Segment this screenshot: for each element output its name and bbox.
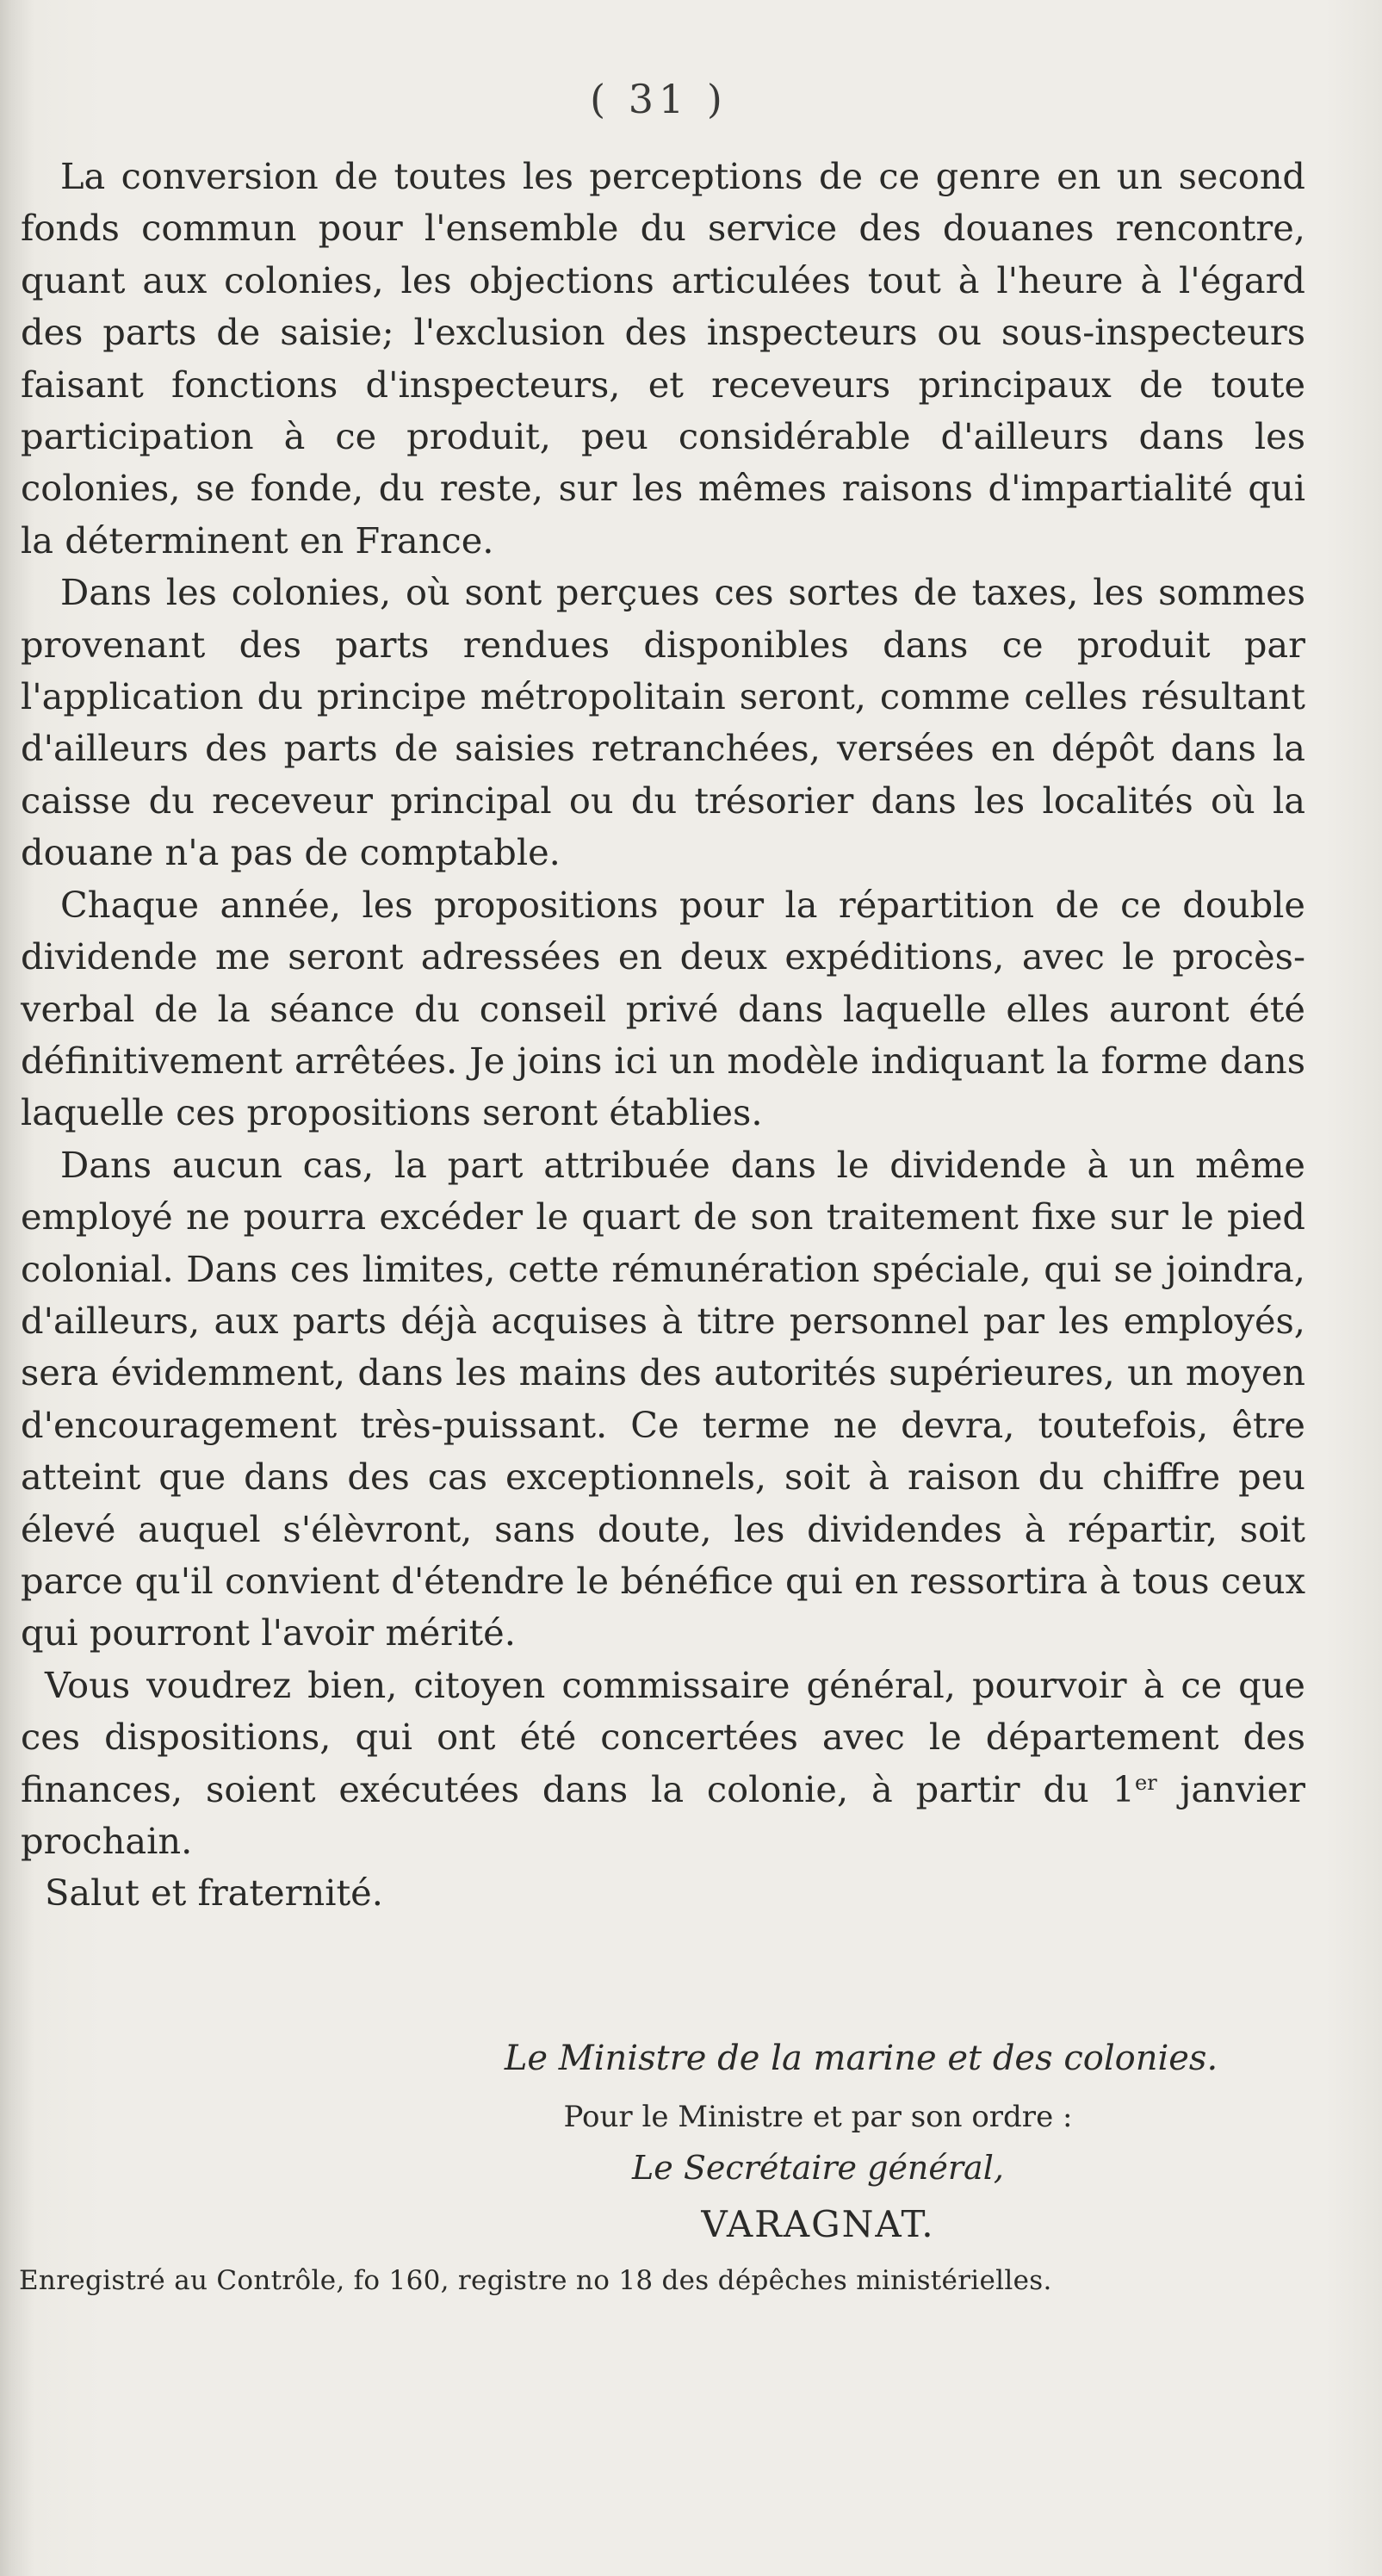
paragraph-4: Dans aucun cas, la part attribuée dans le dividende à un même employé ne pourra excéder le quart de son traitement fixe sur le pied colonial. Dans ces limites, cette rémunération spéciale, qui se joindra, d'ailleurs, aux parts déjà acquises à titre personnel par les employés, sera évidemment, dans les mains des autorités supérieures, un moyen d'encouragement très-puissant. Ce terme ne devra, toutefois, être atteint que dans des cas exceptionnels, soit à raison du chiffre peu élevé auquel s'élèvront, sans doute, les dividendes à répartir, soit parce qu'il convient d'étendre le bénéfice qui en ressortira à tous ceux qui pourront l'avoir mérité. [21,1143,1305,1654]
signature-secretaire: Le Secrétaire général, [632,2149,1004,2187]
signature-ministre: Le Ministre de la marine et des colonies. [504,2039,1218,2078]
signature-ordre: Pour le Ministre et par son ordre : [563,2100,1073,2134]
paragraph-1: La conversion de toutes les perceptions de ce genre en un second fonds commun pour l'ensemble du service des douanes rencontre, quant aux colonies, les objections articulées tout à l'heure à l'égard des parts de saisie; l'exclusion des inspecteurs ou sous-inspecteurs faisant fonctions d'inspecteurs, et receveurs principaux de toute participation à ce produit, peu considérable d'ailleurs dans les colonies, se fonde, du reste, sur les mêmes raisons d'impartialité qui la déterminent en France. [21,155,1305,562]
paragraph-5-end: janvier prochain. [21,1767,1305,1862]
ordinal-superscript: er [1134,1770,1157,1795]
paragraph-2: Dans les colonies, où sont perçues ces sortes de taxes, les sommes provenant des parts rendues disponibles dans ce produit par l'application du principe métropolitain seront, comme celles résultant d'ailleurs des parts de saisies retranchées, versées en dépôt dans la caisse du receveur principal ou du trésorier dans les localités où la douane n'a pas de comptable. [21,571,1305,874]
paragraph-3: Chaque année, les propositions pour la répartition de ce double dividende me seront adressées en deux expéditions, avec le procès-verbal de la séance du conseil privé dans laquelle elles auront été définitivement arrêtées. Je joins ici un modèle indiquant la forme dans laquelle ces propositions seront établies. [21,883,1305,1134]
paragraph-5-text: Vous voudrez bien, citoyen commissaire général, pourvoir à ce que ces dispositions, qui ont été concertées avec le département des finances, soient exécutées dans la colonie, à partir du 1 [21,1663,1305,1810]
page-number: ( 31 ) [590,76,728,122]
letter-body [21,151,1305,1920]
salutation: Salut et fraternité. [45,1871,383,1915]
registration-note: Enregistré au Contrôle, fo 160, registre no 18 des dépêches ministérielles. [19,2265,1052,2296]
paragraph-5 [21,1660,1305,1868]
signature-name: VARAGNAT. [701,2203,935,2245]
